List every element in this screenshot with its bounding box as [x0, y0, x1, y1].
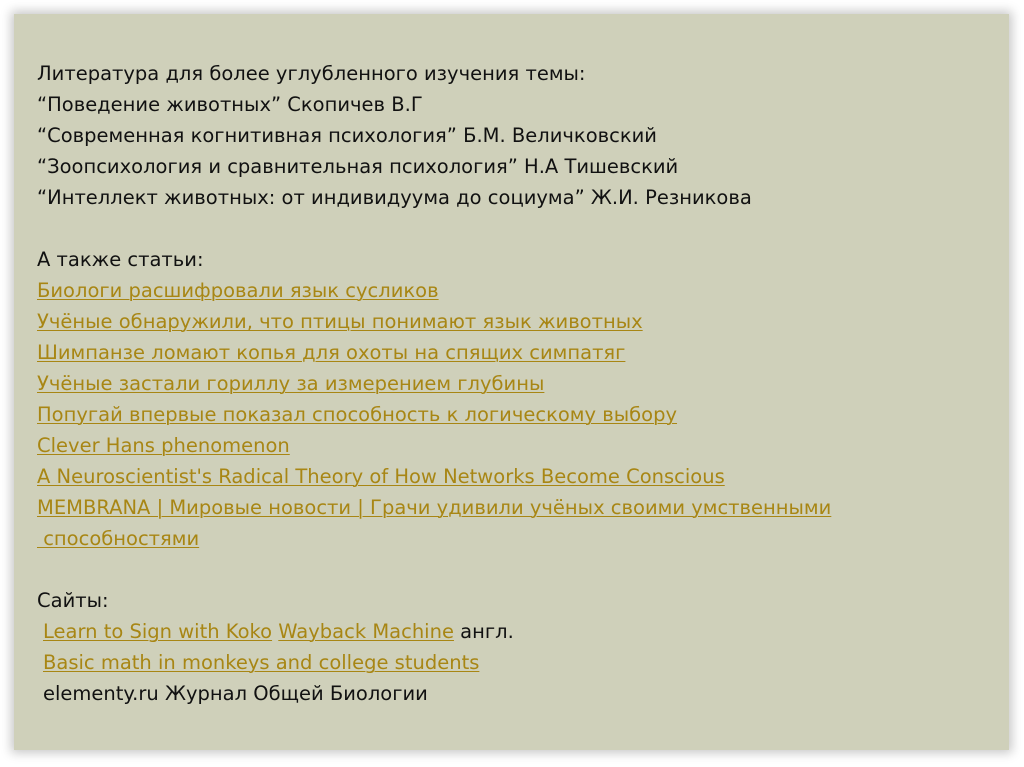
article-link-row: [37, 430, 997, 461]
article-link[interactable]: Учёные застали гориллу за измерением глубины: [37, 372, 545, 395]
article-link[interactable]: A Neuroscientist's Radical Theory of How Networks Become Conscious: [37, 465, 725, 488]
article-link[interactable]: Clever Hans phenomenon: [37, 434, 290, 457]
article-link[interactable]: Биологи расшифровали язык сусликов: [37, 279, 439, 302]
sites-heading: Сайты:: [37, 589, 109, 612]
literature-item: “Поведение животных” Скопичев В.Г: [37, 93, 423, 116]
article-link[interactable]: MEMBRANA | Мировые новости | Грачи удивили учёных своими умственными: [37, 496, 832, 519]
article-link[interactable]: Учёные обнаружили, что птицы понимают язык животных: [37, 310, 643, 333]
articles-heading: А также статьи:: [37, 248, 204, 271]
article-link-row: [37, 275, 997, 306]
article-link[interactable]: Попугай впервые показал способность к логическому выбору: [37, 403, 678, 426]
spacer: [37, 213, 997, 244]
wayback-link[interactable]: Wayback Machine: [278, 620, 454, 643]
koko-row: [37, 616, 997, 647]
article-link-row: [37, 523, 997, 554]
koko-link[interactable]: Learn to Sign with Koko: [43, 620, 273, 643]
article-link-row: [37, 306, 997, 337]
spacer: [37, 554, 997, 585]
article-link-row: [37, 337, 997, 368]
literature-item: “Зоопсихология и сравнительная психология” Н.А Тишевский: [37, 155, 679, 178]
literature-item: “Интеллект животных: от индивидуума до социума” Ж.И. Резникова: [37, 186, 752, 209]
language-note: англ.: [453, 620, 514, 643]
article-link-row: [37, 368, 997, 399]
article-link-row: [37, 492, 997, 523]
article-link-row: [37, 461, 997, 492]
slide-content: [37, 58, 997, 709]
article-link[interactable]: Шимпанзе ломают копья для охоты на спящих симпатяг: [37, 341, 626, 364]
math-link[interactable]: Basic math in monkeys and college students: [43, 651, 480, 674]
literature-item: “Современная когнитивная психология” Б.М. Величковский: [37, 124, 657, 147]
elementy-text: elementy.ru Журнал Общей Биологии: [43, 682, 428, 705]
article-link-continuation[interactable]: способностями: [37, 527, 200, 550]
literature-heading: Литература для более углубленного изучения темы:: [37, 62, 586, 85]
article-link-row: [37, 399, 997, 430]
slide: [14, 14, 1009, 750]
math-row: [37, 647, 997, 678]
